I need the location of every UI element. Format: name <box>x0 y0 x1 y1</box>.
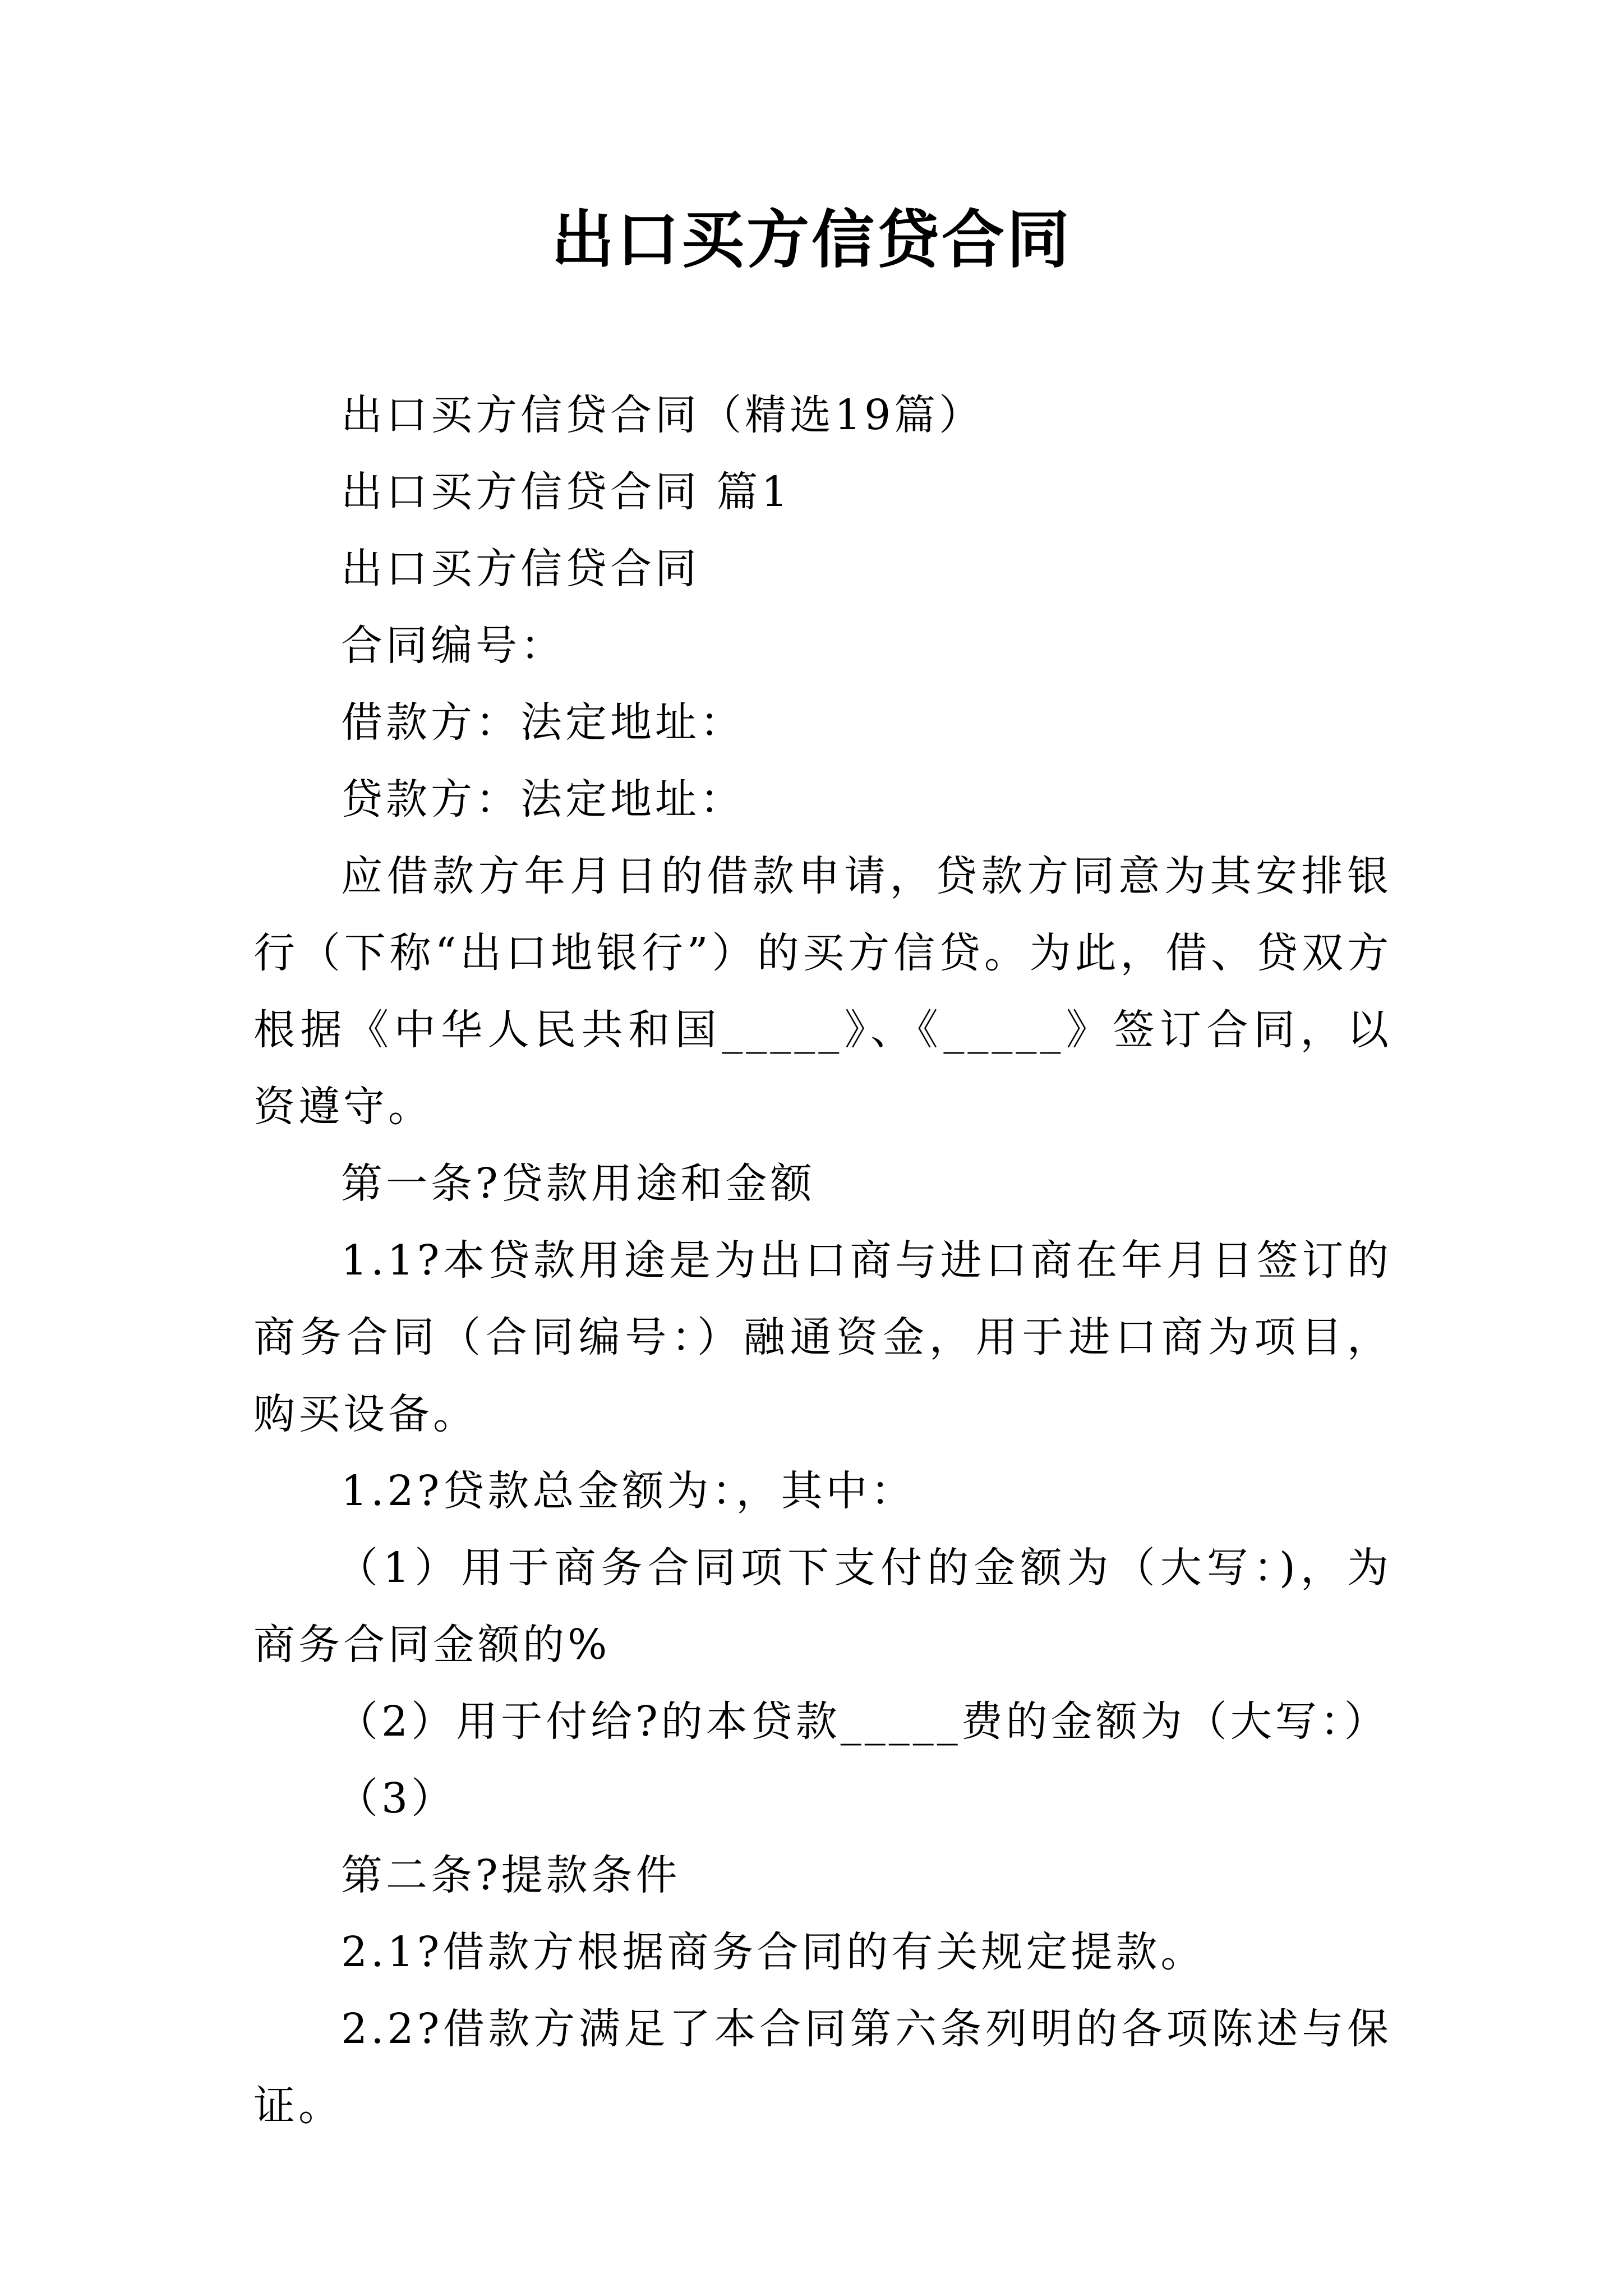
paragraph-borrower: 借款方：法定地址： <box>341 698 745 747</box>
paragraph-preamble: 应借款方年月日的借款申请，贷款方同意为其安排银行（下称“出口地银行”）的买方信贷。为此，借、贷双方根据《中华人民共和国_____》、《_____》签订合同，以资遵守。 <box>253 852 1392 1131</box>
paragraph-clause-1-2: 1.2?贷款总金额为：，其中： <box>341 1467 916 1515</box>
paragraph-clause-2-2: 2.2?借款方满足了本合同第六条列明的各项陈述与保证。 <box>253 2005 1392 2130</box>
paragraph-contract-number: 合同编号： <box>341 622 565 670</box>
paragraph-article-1-heading: 第一条?贷款用途和金额 <box>341 1159 815 1208</box>
paragraph-subtitle: 出口买方信贷合同（精选19篇） <box>341 391 984 439</box>
document-title: 出口买方信贷合同 <box>551 203 1072 277</box>
paragraph-chapter-heading: 出口买方信贷合同 篇1 <box>341 468 791 516</box>
paragraph-clause-2-1: 2.1?借款方根据商务合同的有关规定提款。 <box>341 1928 1206 1976</box>
paragraph-item-3: （3） <box>336 1774 457 1823</box>
paragraph-clause-1-1: 1.1?本贷款用途是为出口商与进口商在年月日签订的商务合同（合同编号：）融通资金，用于进口商为项目，购买设备。 <box>253 1236 1392 1438</box>
paragraph-lender: 贷款方：法定地址： <box>341 775 745 823</box>
paragraph-article-2-heading: 第二条?提款条件 <box>341 1851 681 1899</box>
document-body <box>253 377 1392 2145</box>
paragraph-item-1: （1）用于商务合同项下支付的金额为（大写：)，为商务合同金额的% <box>253 1544 1392 1669</box>
paragraph-item-2: （2）用于付给?的本贷款_____费的金额为（大写：） <box>336 1697 1389 1746</box>
paragraph-contract-name: 出口买方信贷合同 <box>341 545 700 593</box>
